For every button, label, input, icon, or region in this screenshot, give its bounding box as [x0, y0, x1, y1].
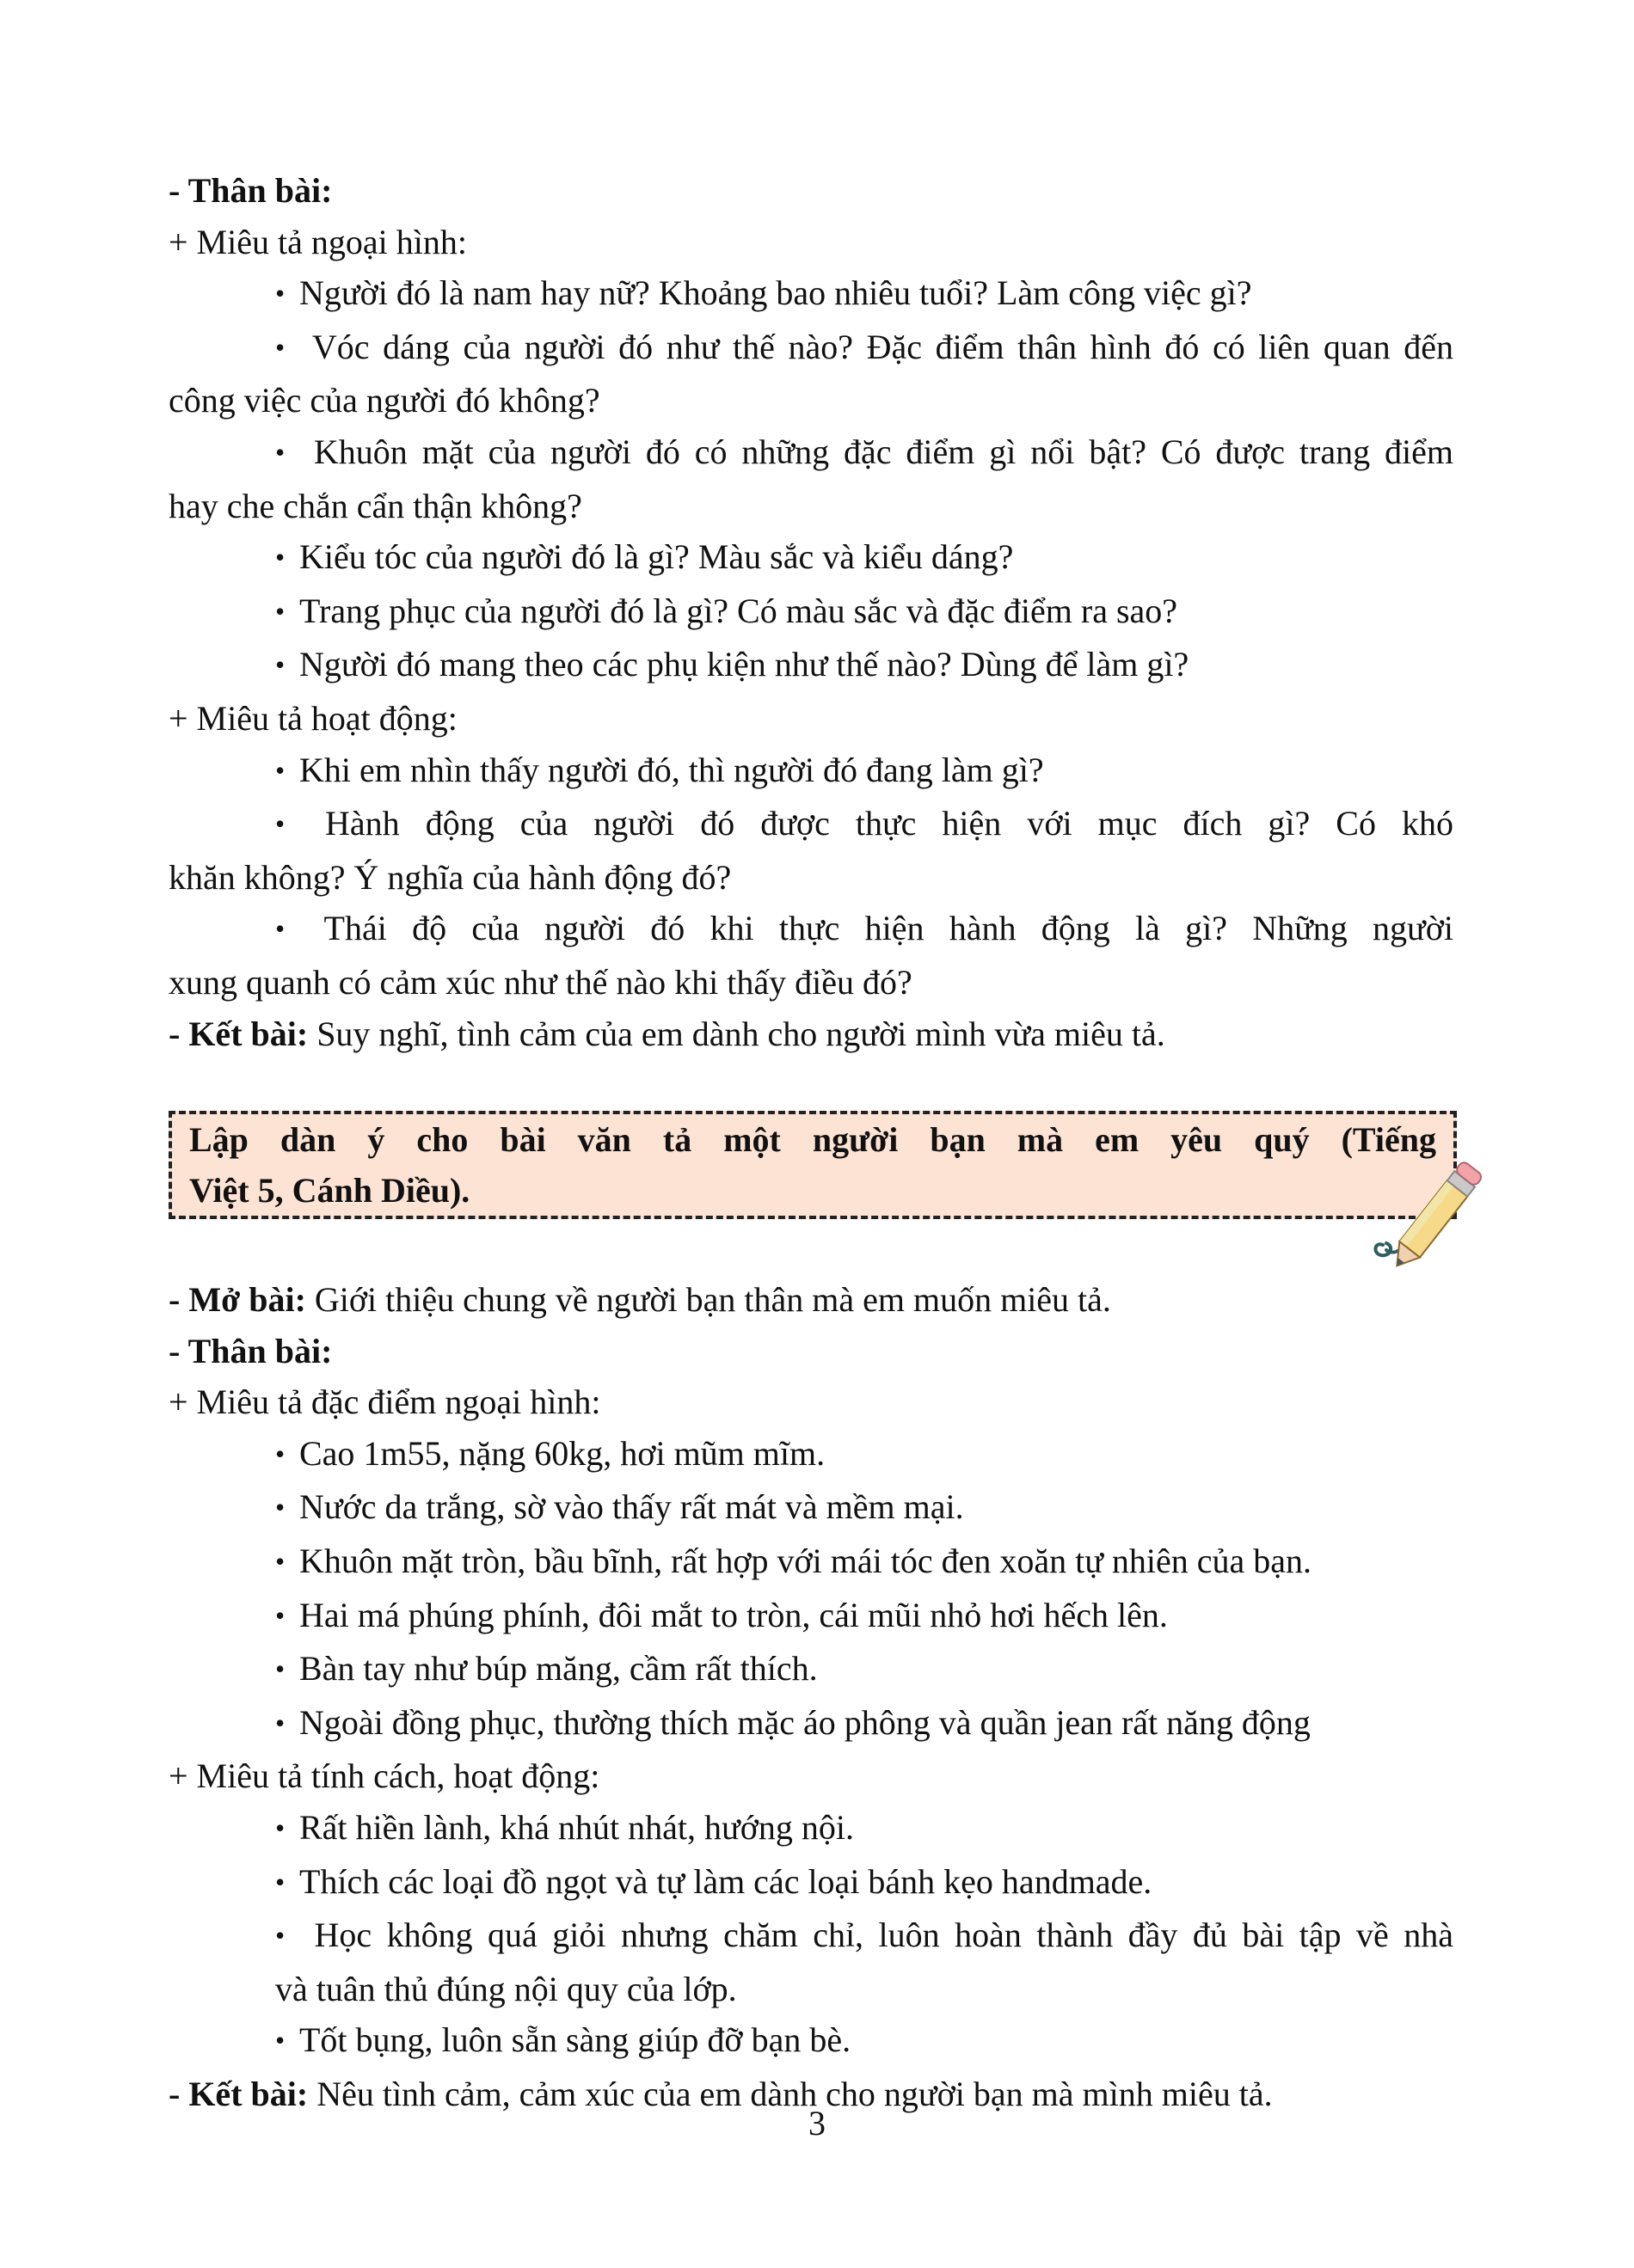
- list-item-wrap: [169, 322, 1453, 376]
- list-item: [169, 1909, 1453, 2014]
- list-item: [169, 1481, 1453, 1535]
- bullet-icon: •: [275, 436, 286, 468]
- list-item-text: Ngoài đồng phục, thường thích mặc áo phông và quần jean rất năng động: [299, 1702, 1311, 1742]
- list-item-text: Cao 1m55, nặng 60kg, hơi mũm mĩm.: [299, 1433, 826, 1473]
- page-number: 3: [808, 2104, 826, 2142]
- page-content: [169, 165, 1453, 2120]
- list-item: [169, 639, 1453, 693]
- list-item: [169, 903, 1453, 1008]
- ket-bai-label: - Kết bài:: [169, 1014, 309, 1053]
- list-item-wrap: [169, 903, 1453, 957]
- list-item: [169, 267, 1453, 322]
- list-item-text: Khuôn mặt tròn, bầu bĩnh, rất hợp với mái tóc đen xoăn tự nhiên của bạn.: [299, 1542, 1312, 1581]
- list-item: [169, 1590, 1453, 1644]
- hoat-dong-heading: + Miêu tả hoạt động:: [169, 698, 458, 738]
- list-item-text: Nước da trắng, sờ vào thấy rất mát và mềm mại.: [299, 1487, 964, 1527]
- spacer: [169, 1059, 1453, 1111]
- bullet-icon: •: [275, 913, 286, 945]
- bullet-icon: •: [275, 1812, 286, 1844]
- mo-bai-label: - Mở bài:: [169, 1280, 306, 1320]
- ngoai-hinh-heading: + Miêu tả ngoại hình:: [169, 222, 467, 261]
- list-item: [169, 1856, 1453, 1910]
- list-item: [169, 2014, 1453, 2069]
- bullet-icon: •: [275, 1866, 286, 1897]
- list-item: [169, 426, 1453, 531]
- list-item-text: Rất hiền lành, khá nhút nhát, hướng nội.: [299, 1808, 854, 1848]
- bullet-icon: •: [275, 808, 286, 840]
- list-item: [169, 585, 1453, 640]
- list-item: [169, 322, 1453, 426]
- bullet-icon: •: [275, 542, 286, 573]
- list-item-text: Học không quá giỏi nhưng chăm chỉ, luôn hoàn thành đầy đủ bài tập về nhà: [299, 1916, 1453, 1955]
- list-item-text: Bàn tay như búp măng, cầm rất thích.: [299, 1649, 818, 1689]
- list-item: [169, 798, 1453, 903]
- bullet-icon: •: [275, 1546, 286, 1578]
- list-item-text: Khuôn mặt của người đó có những đặc điểm gì nổi bật? Có được trang điểm: [299, 432, 1453, 471]
- list-item-text: Người đó là nam hay nữ? Khoảng bao nhiêu tuổi? Làm công việc gì?: [299, 273, 1252, 313]
- ket-bai-label: - Kết bài:: [169, 2075, 309, 2113]
- box-title-continuation: Việt 5, Cánh Diều).: [189, 1171, 470, 1211]
- bullet-icon: •: [275, 1492, 286, 1523]
- bullet-icon: •: [275, 1707, 286, 1738]
- bullet-icon: •: [275, 595, 286, 627]
- list-item-text: Vóc dáng của người đó như thế nào? Đặc điểm thân hình đó có liên quan đến: [299, 327, 1453, 366]
- list-item-continuation: hay che chắn cẩn thận không?: [169, 486, 582, 525]
- list-item-continuation: và tuân thủ đúng nội quy của lớp.: [275, 1969, 737, 2008]
- list-item-text: Kiểu tóc của người đó là gì? Màu sắc và kiểu dáng?: [299, 537, 1014, 577]
- than-bai-heading: - Thân bài:: [169, 1331, 333, 1370]
- list-item-wrap: [169, 1909, 1453, 1964]
- list-item-text: Khi em nhìn thấy người đó, thì người đó đang làm gì?: [299, 750, 1044, 789]
- ket-bai-text: Nêu tình cảm, cảm xúc của em dành cho người bạn mà mình miêu tả.: [308, 2075, 1273, 2113]
- section-title-box: [169, 1111, 1457, 1219]
- bullet-icon: •: [275, 1653, 286, 1685]
- list-item-continuation: xung quanh có cảm xúc như thế nào khi thấy điều đó?: [169, 962, 912, 1002]
- list-item-continuation: khăn không? Ý nghĩa của hành động đó?: [169, 857, 732, 897]
- list-item: [169, 1643, 1453, 1697]
- list-item: [169, 1535, 1453, 1590]
- pencil-icon: [1366, 1161, 1495, 1272]
- bullet-icon: •: [275, 1437, 286, 1469]
- bullet-icon: •: [275, 2025, 286, 2057]
- bullet-icon: •: [275, 1920, 286, 1952]
- tinh-cach-heading: + Miêu tả tính cách, hoạt động:: [169, 1756, 600, 1796]
- list-item-text: Hành động của người đó được thực hiện với mục đích gì? Có khó: [299, 804, 1453, 843]
- bullet-icon: •: [275, 278, 286, 310]
- list-item: [169, 745, 1453, 799]
- spacer: [169, 1219, 1453, 1274]
- bullet-icon: •: [275, 331, 286, 363]
- list-item-text: Thích các loại đồ ngọt và tự làm các loại bánh kẹo handmade.: [299, 1861, 1152, 1901]
- list-item-wrap: [169, 426, 1453, 481]
- mo-bai-paragraph: [169, 1274, 1453, 1326]
- list-item: [169, 1802, 1453, 1856]
- mo-bai-text: Giới thiệu chung về người bạn thân mà em muốn miêu tả.: [305, 1280, 1111, 1320]
- list-item: [169, 1428, 1453, 1482]
- list-item: [169, 1697, 1453, 1751]
- ket-bai-text: Suy nghĩ, tình cảm của em dành cho người mình vừa miêu tả.: [308, 1014, 1165, 1053]
- list-item-text: Hai má phúng phính, đôi mắt to tròn, cái mũi nhỏ hơi hếch lên.: [299, 1595, 1168, 1634]
- box-title-line: Lập dàn ý cho bài văn tả một người bạn mà em yêu quý (Tiếng: [189, 1120, 1436, 1160]
- ket-bai-paragraph: [169, 1008, 1453, 1060]
- list-item-text: Người đó mang theo các phụ kiện như thế nào? Dùng để làm gì?: [299, 645, 1189, 684]
- list-item-text: Tốt bụng, luôn sẵn sàng giúp đỡ bạn bè.: [299, 2020, 851, 2060]
- list-item-text: Trang phục của người đó là gì? Có màu sắc và đặc điểm ra sao?: [299, 591, 1178, 630]
- bullet-icon: •: [275, 649, 286, 681]
- list-item-continuation: công việc của người đó không?: [169, 381, 600, 420]
- ngoai-hinh-heading: + Miêu tả đặc điểm ngoại hình:: [169, 1382, 601, 1422]
- than-bai-heading: - Thân bài:: [169, 171, 333, 210]
- bullet-icon: •: [275, 1599, 286, 1631]
- list-item: [169, 531, 1453, 585]
- bullet-icon: •: [275, 754, 286, 786]
- list-item-wrap: [169, 798, 1453, 852]
- list-item-text: Thái độ của người đó khi thực hiện hành động là gì? Những người: [299, 909, 1453, 948]
